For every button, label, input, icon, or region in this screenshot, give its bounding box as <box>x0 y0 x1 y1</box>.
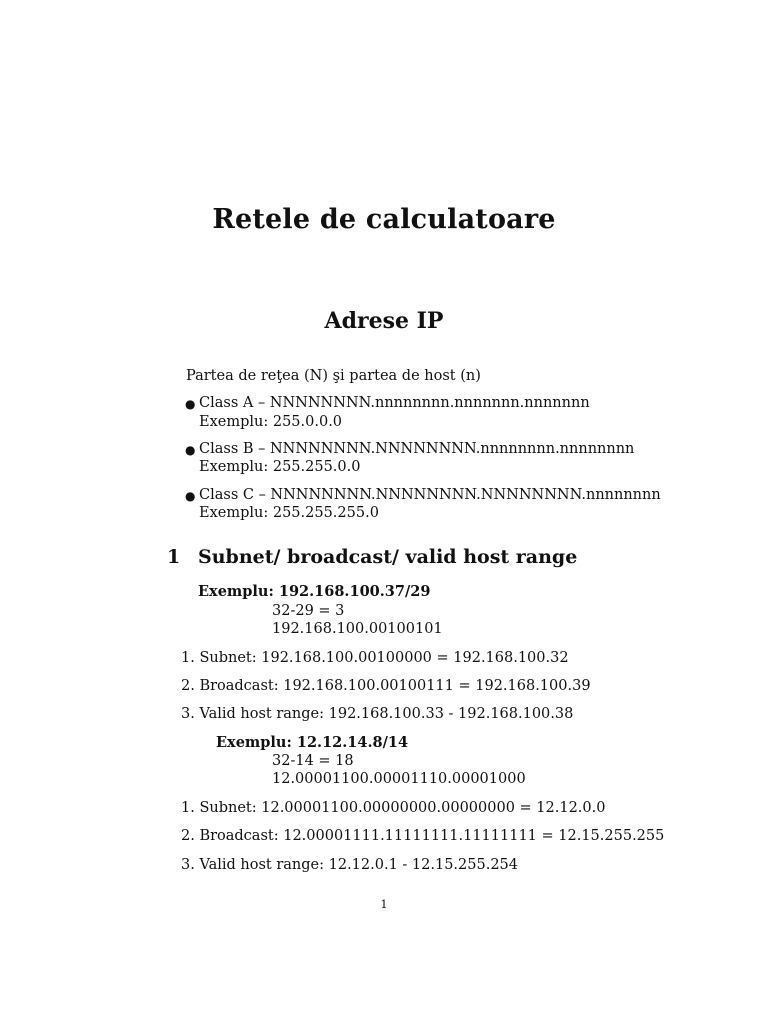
example-2-host-range: 3. Valid host range: 12.12.0.1 - 12.15.255.254 <box>181 857 518 873</box>
class-b-example: Exemplu: 255.255.0.0 <box>199 459 361 475</box>
example-2-binary: 12.00001100.00001110.00001000 <box>272 771 526 787</box>
bullet-icon: ● <box>185 489 196 503</box>
example-2-label: Exemplu: 12.12.14.8/14 <box>216 734 409 751</box>
example-1-binary: 192.168.100.00100101 <box>272 621 443 637</box>
page-number: 1 <box>380 898 388 911</box>
intro-text: Partea de reţea (N) şi partea de host (n) <box>186 368 481 384</box>
example-2-broadcast: 2. Broadcast: 12.00001111.11111111.11111111 = 12.15.255.255 <box>181 828 665 844</box>
section-title: Subnet/ broadcast/ valid host range <box>198 546 578 568</box>
section-number: 1 <box>167 546 181 568</box>
example-1-calc: 32-29 = 3 <box>272 603 345 619</box>
class-a-line: Class A – NNNNNNNN.nnnnnnnn.nnnnnnn.nnnnnnn <box>199 395 590 411</box>
class-c-line: Class C – NNNNNNNN.NNNNNNNN.NNNNNNNN.nnnnnnnn <box>199 487 661 503</box>
class-a-example: Exemplu: 255.0.0.0 <box>199 414 343 430</box>
document-subtitle: Adrese IP <box>324 308 444 334</box>
example-1-host-range: 3. Valid host range: 192.168.100.33 - 192.168.100.38 <box>181 706 574 722</box>
example-2-subnet: 1. Subnet: 12.00001100.00000000.00000000 = 12.12.0.0 <box>181 800 606 816</box>
document-title: Retele de calculatoare <box>212 204 556 235</box>
class-b-line: Class B – NNNNNNNN.NNNNNNNN.nnnnnnnn.nnnnnnnn <box>199 441 635 457</box>
example-2-calc: 32-14 = 18 <box>272 753 354 769</box>
example-1-broadcast: 2. Broadcast: 192.168.100.00100111 = 192.168.100.39 <box>181 678 591 694</box>
bullet-icon: ● <box>185 443 196 457</box>
bullet-icon: ● <box>185 397 196 411</box>
example-1-subnet: 1. Subnet: 192.168.100.00100000 = 192.168.100.32 <box>181 650 569 666</box>
class-c-example: Exemplu: 255.255.255.0 <box>199 505 379 521</box>
example-1-label: Exemplu: 192.168.100.37/29 <box>198 583 431 600</box>
